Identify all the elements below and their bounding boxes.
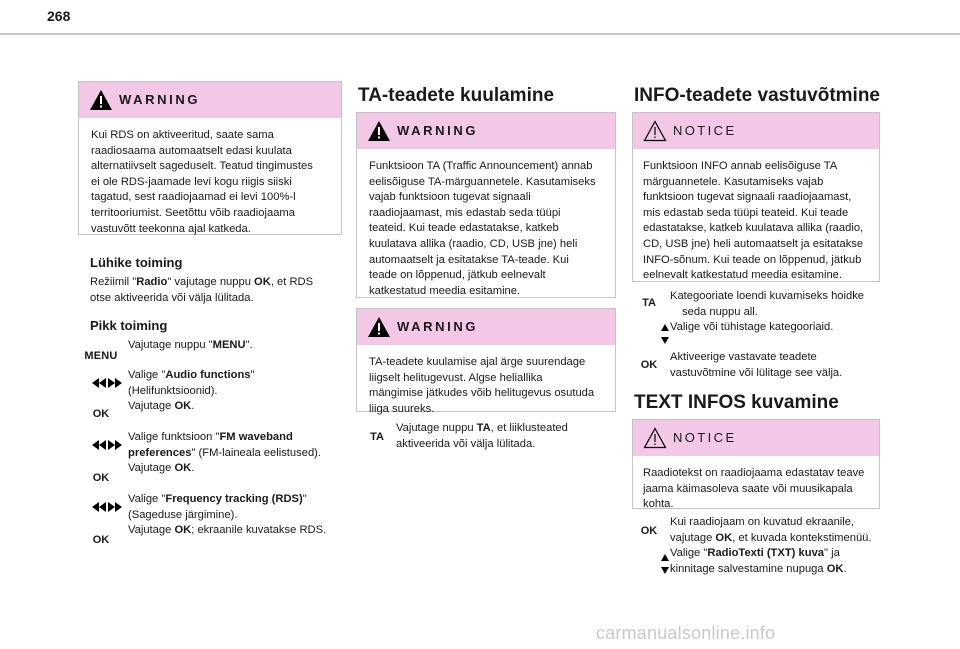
ta-heading: TA-teadete kuulamine xyxy=(358,85,555,106)
notice-icon xyxy=(643,120,667,142)
warning-header xyxy=(79,82,341,118)
long-press-step-4: OK Valige "Frequency tracking (RDS)" (Sageduse järgimine). Vajutage OK; ekraanile kuvatakse RDS. xyxy=(80,492,350,544)
category-row: TA Kategooriate loendi kuvamiseks hoidke seda nuppu all. Valige või tühistage kategooriaid. xyxy=(628,289,878,341)
notice-title: NOTICE xyxy=(673,430,737,445)
text-infos-heading: TEXT INFOS kuvamine xyxy=(634,392,839,413)
warning-header xyxy=(357,309,615,345)
long-press-step-1: MENU Vajutage nuppu "MENU". xyxy=(80,338,340,362)
long-press-step-3: OK Valige funktsioon "FM waveband preferences" (FM-laineala eelistused). Vajutage OK. xyxy=(80,430,340,480)
menu-button-icon: MENU xyxy=(84,350,118,362)
info-heading: INFO-teadete vastuvõtmine xyxy=(634,85,880,106)
warning-title: WARNING xyxy=(397,319,479,334)
left-right-arrows-icon xyxy=(86,439,128,451)
ok-button-icon: OK xyxy=(640,525,658,537)
notice-title: NOTICE xyxy=(673,123,737,138)
ok-button-icon: OK xyxy=(640,359,658,371)
left-right-arrows-icon xyxy=(86,501,128,513)
warning-title: WARNING xyxy=(119,92,201,107)
short-press-heading: Lühike toiming xyxy=(90,255,183,270)
watermark: carmanualsonline.info xyxy=(596,623,776,643)
notice-box-info xyxy=(632,112,880,282)
long-press-heading: Pikk toiming xyxy=(90,318,168,333)
ta-button-icon: TA xyxy=(370,431,384,443)
warning-text: Kui RDS on aktiveeritud, saate sama raadiosaama automaatselt edasi kuulata alternatiivselt sageduselt. Teatud tingimustes ei ole RDS-jaamade levi kogu riigis siiski tagatud, sest raadiojaamad ei levi 100%-l territooriumist. Seetõttu võib raadiojaama vastuvõtt teekonna ajal katkeda. xyxy=(91,129,313,235)
short-press-text: Režiimil "Radio" vajutage nuppu OK, et RDS otse aktiveerida või välja lülitada. xyxy=(90,276,314,304)
warning-box-rds xyxy=(78,81,342,235)
notice-header xyxy=(633,113,879,149)
ta-button-icon: TA xyxy=(642,297,656,309)
header-divider xyxy=(0,33,960,35)
warning-header xyxy=(357,113,615,149)
ok-button-icon: OK xyxy=(92,534,110,546)
notice-box-radiotext xyxy=(632,419,880,509)
notice-icon xyxy=(643,427,667,449)
long-press-step-2: OK Valige "Audio functions" (Helifunktsioonid). Vajutage OK. xyxy=(80,368,340,418)
ok-button-icon: OK xyxy=(92,408,110,420)
notice-text: Raadiotekst on raadiojaama edastatav teave jaama käimasoleva saate või muusikapala kohta. xyxy=(643,467,865,511)
ta-button-row: TA Vajutage nuppu TA, et liiklusteated aktiveerida või välja lülitada. xyxy=(356,421,616,455)
warning-title: WARNING xyxy=(397,123,479,138)
notice-text: Funktsioon INFO annab eelisõiguse TA märguannetele. Kasutamiseks vajab funktsioon tugevat signaali raadiojaamast, mis edastab seda tüüpi teateid. Kui teade edastatakse, katkeb kuulatava allika (raadio, CD, USB jne) heli automaatselt ja esitatakse INFO-sõnum. Kui teade on lõppenud, jätkub eelnevalt katkestatud meedia esitamine. xyxy=(643,160,864,282)
left-right-arrows-icon xyxy=(86,377,128,389)
page-number: 268 xyxy=(47,8,71,24)
warning-box-volume xyxy=(356,308,616,415)
warning-icon xyxy=(89,89,113,111)
warning-icon xyxy=(367,120,391,142)
warning-box-ta xyxy=(356,112,616,298)
ok-button-icon: OK xyxy=(92,472,110,484)
warning-text: Funktsioon TA (Traffic Announcement) annab eelisõiguse TA-märguannetele. Kasutamiseks vajab funktsioon tugevat signaali raadiojaamast, mis edastab seda tüüpi teateid. Kui teade edastatakse, katkeb kuulatava allika (raadio, CD, USB jne) heli automaatselt ja esitatakse TA-teade. Kui teade on lõppenud, jätkub eelnevalt katkestatud meedia esitamine. xyxy=(369,160,596,297)
radiotext-row: OK Kui raadiojaam on kuvatud ekraanile, vajutage OK, et kuvada kontekstimenüü. Valige "RadioTexti (TXT) kuva" ja kinnitage salvestamine nupuga OK. xyxy=(628,515,888,581)
warning-icon xyxy=(367,316,391,338)
warning-text: TA-teadete kuulamise ajal ärge suurendage liigselt helitugevust. Algse heliallika mängimise jätkudes võib helitugevus osutuda liiga suureks. xyxy=(369,356,595,415)
notice-header xyxy=(633,420,879,456)
activate-row: OK Aktiveerige vastavate teadete vastuvõtmine või lülitage see välja. xyxy=(628,350,878,384)
